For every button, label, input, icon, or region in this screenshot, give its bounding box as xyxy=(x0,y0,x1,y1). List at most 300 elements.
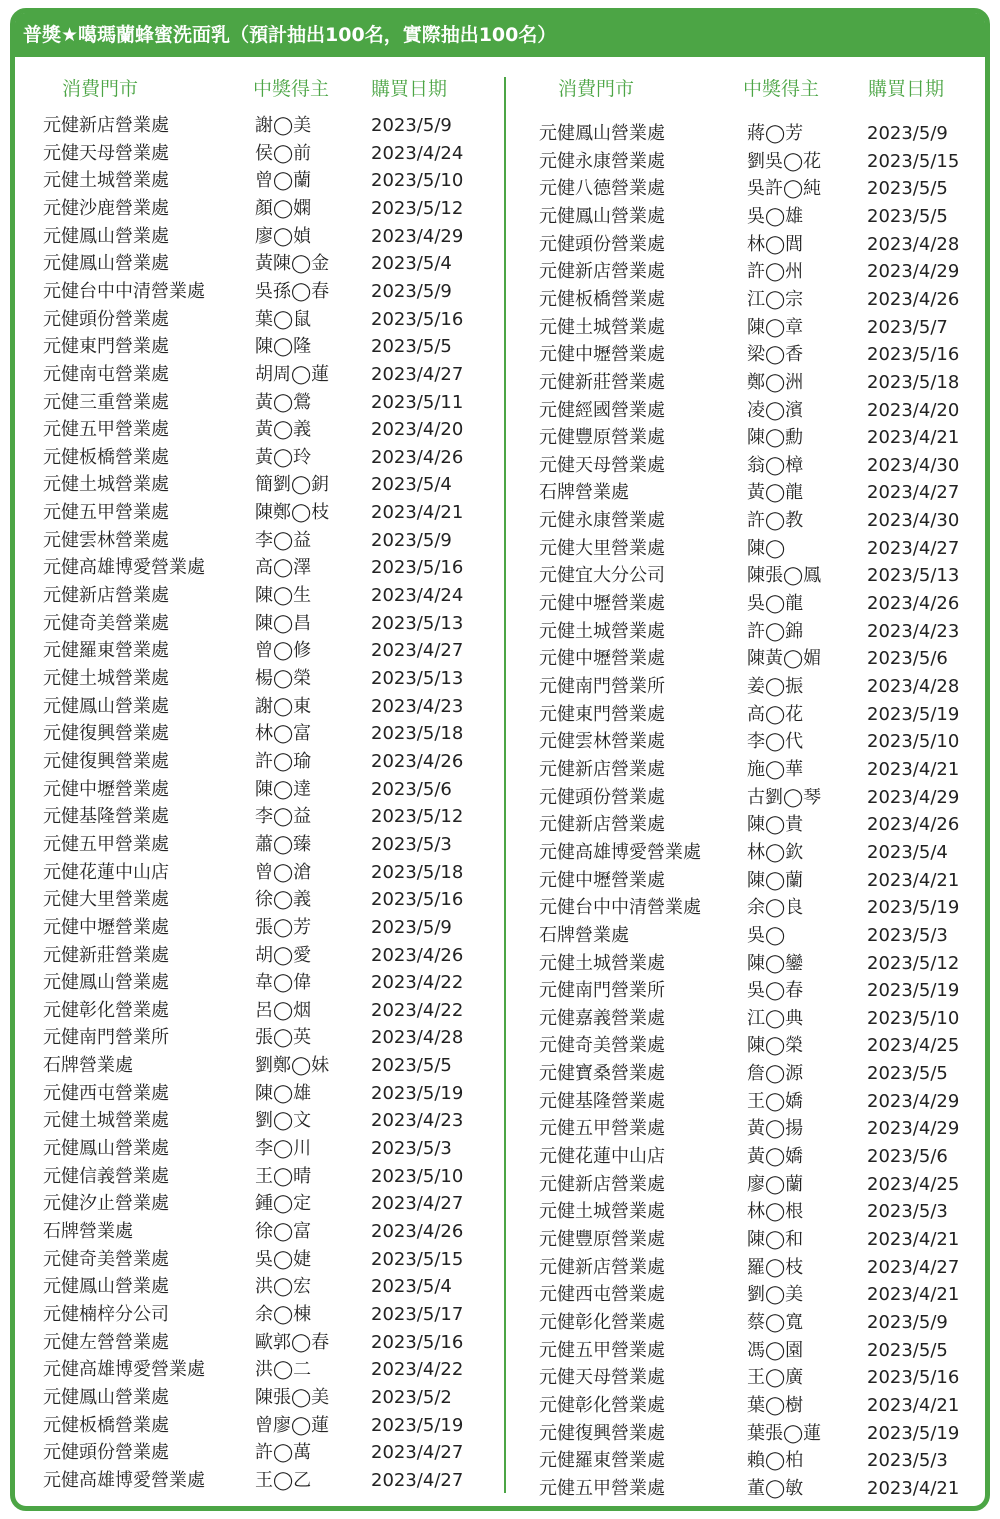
cell-winner: 陳黃◯媚 xyxy=(747,648,822,670)
cell-date: 2023/4/23 xyxy=(371,695,464,717)
cell-store: 石牌營業處 xyxy=(539,924,629,946)
prize-title: 普獎★噶瑪蘭蜂蜜洗面乳（預計抽出100名，實際抽出100名） xyxy=(15,13,985,57)
cell-date: 2023/4/24 xyxy=(371,142,464,164)
cell-date: 2023/5/10 xyxy=(371,170,464,192)
cell-winner: 黃◯龍 xyxy=(747,482,804,504)
cell-winner: 古劉◯琴 xyxy=(747,786,822,808)
cell-winner: 葉◯鼠 xyxy=(255,308,312,330)
cell-store: 元健楠梓分公司 xyxy=(43,1303,169,1325)
cell-winner: 歐郭◯春 xyxy=(255,1331,330,1353)
cell-store: 元健西屯營業處 xyxy=(539,1284,665,1306)
cell-date: 2023/5/16 xyxy=(867,1367,960,1389)
cell-date: 2023/4/27 xyxy=(867,537,960,559)
cell-date: 2023/4/26 xyxy=(371,1221,464,1242)
cell-store: 元健天母營業處 xyxy=(539,1367,665,1389)
cell-date: 2023/4/21 xyxy=(867,1284,960,1306)
table-row xyxy=(15,645,985,672)
cell-store: 元健高雄博愛營業處 xyxy=(43,1469,205,1491)
cell-store: 石牌營業處 xyxy=(539,482,629,504)
table-row xyxy=(15,452,985,479)
cell-winner: 余◯良 xyxy=(747,897,804,919)
cell-date: 2023/4/27 xyxy=(867,1256,960,1278)
cell-winner: 翁◯樟 xyxy=(747,454,804,476)
cell-store: 元健南門營業所 xyxy=(43,1027,169,1049)
cell-store: 元健南屯營業處 xyxy=(43,363,169,385)
cell-date: 2023/5/19 xyxy=(867,703,960,725)
cell-winner: 凌◯濱 xyxy=(747,399,804,421)
cell-store: 元健土城營業處 xyxy=(43,668,169,689)
cell-winner: 賴◯柏 xyxy=(747,1450,804,1472)
cell-store: 元健五甲營業處 xyxy=(43,833,169,855)
cell-winner: 林◯富 xyxy=(255,723,312,745)
cell-date: 2023/5/16 xyxy=(371,889,464,911)
cell-store: 元健汐止營業處 xyxy=(43,1193,169,1215)
cell-winner: 曾◯修 xyxy=(255,640,312,662)
cell-winner: 洪◯二 xyxy=(255,1359,312,1381)
cell-date: 2023/4/20 xyxy=(867,399,960,421)
cell-date: 2023/5/19 xyxy=(867,897,960,919)
cell-winner: 陳◯鑾 xyxy=(747,952,804,974)
cell-winner: 李◯川 xyxy=(255,1138,312,1160)
cell-date: 2023/4/25 xyxy=(867,1173,960,1195)
cell-winner: 陳◯雄 xyxy=(255,1082,312,1104)
table-row xyxy=(15,258,985,285)
cell-date: 2023/4/21 xyxy=(867,427,960,449)
cell-date: 2023/5/3 xyxy=(867,924,948,946)
table-row xyxy=(15,479,985,506)
cell-store: 元健鳳山營業處 xyxy=(539,205,665,227)
table-row xyxy=(15,1392,985,1419)
table-row xyxy=(15,1475,985,1502)
cell-store: 元健土城營業處 xyxy=(539,316,665,338)
table-row xyxy=(15,1420,985,1447)
cell-store: 元健沙鹿營業處 xyxy=(43,197,169,219)
table-row xyxy=(15,1447,985,1474)
cell-store: 元健土城營業處 xyxy=(43,474,169,496)
cell-winner: 陳◯生 xyxy=(255,585,312,607)
cell-winner: 江◯宗 xyxy=(747,288,804,310)
cell-date: 2023/5/10 xyxy=(867,1007,960,1029)
cell-winner: 高◯花 xyxy=(747,703,804,725)
cell-date: 2023/4/26 xyxy=(371,750,464,772)
cell-date: 2023/4/26 xyxy=(867,814,960,836)
cell-winner: 劉◯美 xyxy=(747,1284,804,1306)
table-row xyxy=(15,1198,985,1225)
cell-date: 2023/5/9 xyxy=(867,1311,948,1333)
cell-store: 元健中壢營業處 xyxy=(539,344,665,366)
cell-winner: 謝◯東 xyxy=(255,695,312,717)
cell-winner: 陳◯隆 xyxy=(255,336,312,358)
cell-winner: 呂◯烟 xyxy=(255,999,312,1021)
cell-winner: 劉鄭◯妹 xyxy=(255,1055,330,1077)
cell-store: 元健中壢營業處 xyxy=(539,648,665,670)
cell-store: 元健寶桑營業處 xyxy=(539,1063,665,1085)
cell-winner: 許◯錦 xyxy=(747,620,804,642)
table-row xyxy=(15,369,985,396)
cell-store: 元健高雄博愛營業處 xyxy=(539,841,701,863)
table-row xyxy=(15,1060,985,1087)
cell-store: 元健新莊營業處 xyxy=(539,371,665,393)
cell-winner: 馮◯園 xyxy=(747,1339,804,1361)
cell-store: 元健新店營業處 xyxy=(539,758,665,780)
cell-store: 元健土城營業處 xyxy=(539,1201,665,1223)
cell-store: 元健永康營業處 xyxy=(539,510,665,532)
cell-date: 2023/5/16 xyxy=(867,344,960,366)
cell-winner: 陳◯貴 xyxy=(747,814,804,836)
cell-date: 2023/4/28 xyxy=(371,1027,464,1049)
table-row xyxy=(15,424,985,451)
cell-winner: 蔣◯芳 xyxy=(747,123,804,144)
cell-date: 2023/4/23 xyxy=(867,620,960,642)
cell-date: 2023/4/28 xyxy=(867,676,960,697)
cell-date: 2023/4/26 xyxy=(371,446,464,468)
cell-winner: 王◯乙 xyxy=(255,1469,312,1491)
table-row xyxy=(15,1115,985,1142)
cell-winner: 許◯教 xyxy=(747,510,804,532)
table-row xyxy=(15,175,985,202)
cell-store: 元健三重營業處 xyxy=(43,391,169,413)
cell-winner: 吳◯龍 xyxy=(747,593,804,615)
table-row xyxy=(15,784,985,811)
cell-store: 元健板橋營業處 xyxy=(43,1414,169,1436)
cell-date: 2023/4/21 xyxy=(867,1229,960,1250)
table-row xyxy=(15,756,985,783)
cell-store: 元健新店營業處 xyxy=(539,1173,665,1195)
cell-store: 元健頭份營業處 xyxy=(43,1442,169,1464)
cell-winner: 張◯芳 xyxy=(255,916,312,938)
table-row xyxy=(15,811,985,838)
cell-store: 元健大里營業處 xyxy=(43,889,169,911)
cell-date: 2023/5/12 xyxy=(371,806,464,828)
cell-date: 2023/4/29 xyxy=(867,786,960,808)
cell-date: 2023/4/27 xyxy=(867,482,960,504)
cell-date: 2023/5/5 xyxy=(867,205,948,227)
cell-winner: 黃◯鶯 xyxy=(255,391,312,413)
cell-winner: 林◯欽 xyxy=(747,841,804,863)
cell-winner: 顏◯嫻 xyxy=(255,197,312,219)
cell-date: 2023/4/29 xyxy=(867,261,960,283)
cell-date: 2023/5/15 xyxy=(867,150,960,172)
cell-store: 元健五甲營業處 xyxy=(43,419,169,441)
cell-store: 元健奇美營業處 xyxy=(539,1035,665,1057)
cell-store: 元健東門營業處 xyxy=(539,703,665,725)
cell-store: 元健新莊營業處 xyxy=(43,944,169,966)
cell-winner: 陳◯蘭 xyxy=(747,869,804,891)
cell-date: 2023/5/4 xyxy=(371,474,452,496)
cell-winner: 張◯英 xyxy=(255,1027,312,1049)
cell-date: 2023/5/13 xyxy=(371,612,464,634)
cell-store: 元健嘉義營業處 xyxy=(539,1007,665,1029)
table-row xyxy=(15,590,985,617)
cell-date: 2023/4/21 xyxy=(867,869,960,891)
cell-winner: 廖◯媜 xyxy=(255,225,312,247)
table-row xyxy=(15,839,985,866)
cell-winner: 楊◯榮 xyxy=(255,668,312,689)
cell-date: 2023/5/6 xyxy=(371,778,452,800)
cell-store: 元健新店營業處 xyxy=(539,261,665,283)
cell-date: 2023/4/24 xyxy=(371,585,464,607)
cell-winner: 陳◯章 xyxy=(747,316,804,338)
cell-date: 2023/5/3 xyxy=(867,1201,948,1223)
cell-store: 元健中壢營業處 xyxy=(43,916,169,938)
cell-store: 元健復興營業處 xyxy=(43,723,169,745)
cell-store: 元健復興營業處 xyxy=(539,1422,665,1444)
cell-store: 元健信義營業處 xyxy=(43,1165,169,1187)
cell-store: 元健中壢營業處 xyxy=(539,869,665,891)
cell-store: 元健土城營業處 xyxy=(539,620,665,642)
cell-date: 2023/5/18 xyxy=(371,861,464,883)
cell-date: 2023/5/19 xyxy=(371,1414,464,1436)
cell-winner: 許◯萬 xyxy=(255,1442,312,1464)
right-header-winner: 中獎得主 xyxy=(743,78,820,100)
cell-date: 2023/4/29 xyxy=(371,225,464,247)
cell-winner: 陳◯ xyxy=(747,537,786,559)
table-row xyxy=(15,1309,985,1336)
cell-date: 2023/5/5 xyxy=(371,1055,452,1077)
table-row xyxy=(15,314,985,341)
cell-store: 元健鳳山營業處 xyxy=(43,1138,169,1160)
table-row xyxy=(15,1171,985,1198)
cell-winner: 江◯典 xyxy=(747,1007,804,1029)
table-row xyxy=(15,1032,985,1059)
cell-date: 2023/5/17 xyxy=(371,1303,464,1325)
cell-store: 元健永康營業處 xyxy=(539,150,665,172)
cell-store: 石牌營業處 xyxy=(43,1221,133,1242)
cell-winner: 陳張◯美 xyxy=(255,1386,330,1408)
cell-winner: 陳◯達 xyxy=(255,778,312,800)
cell-date: 2023/5/6 xyxy=(867,1146,948,1168)
cell-store: 元健天母營業處 xyxy=(43,142,169,164)
cell-winner: 吳◯雄 xyxy=(747,205,804,227)
cell-store: 元健西屯營業處 xyxy=(43,1082,169,1104)
cell-winner: 董◯敏 xyxy=(747,1477,804,1499)
table-row xyxy=(15,1143,985,1170)
cell-date: 2023/4/28 xyxy=(867,233,960,255)
table-row xyxy=(15,1005,985,1032)
cell-store: 元健復興營業處 xyxy=(43,750,169,772)
cell-winner: 黃陳◯金 xyxy=(255,253,330,275)
table-row xyxy=(15,1254,985,1281)
cell-store: 元健雲林營業處 xyxy=(43,529,169,551)
cell-store: 元健台中中清營業處 xyxy=(539,897,701,919)
table-row xyxy=(15,203,985,230)
cell-winner: 林◯閭 xyxy=(747,233,804,255)
cell-date: 2023/5/5 xyxy=(371,336,452,358)
cell-date: 2023/5/3 xyxy=(371,1138,452,1160)
cell-store: 元健鳳山營業處 xyxy=(43,1386,169,1408)
cell-store: 元健高雄博愛營業處 xyxy=(43,1359,205,1381)
cell-store: 元健豐原營業處 xyxy=(539,427,665,449)
cell-winner: 陳◯勳 xyxy=(747,427,804,449)
table-row xyxy=(15,867,985,894)
table-row xyxy=(15,977,985,1004)
cell-winner: 詹◯源 xyxy=(747,1063,804,1085)
cell-store: 元健頭份營業處 xyxy=(539,233,665,255)
cell-winner: 李◯代 xyxy=(747,731,804,753)
cell-date: 2023/5/9 xyxy=(371,115,452,136)
cell-date: 2023/4/21 xyxy=(867,1477,960,1499)
table-row xyxy=(15,950,985,977)
cell-date: 2023/5/16 xyxy=(371,308,464,330)
cell-date: 2023/5/15 xyxy=(371,1248,464,1270)
table-row xyxy=(15,701,985,728)
cell-date: 2023/5/2 xyxy=(371,1386,452,1408)
cell-winner: 吳許◯純 xyxy=(747,178,822,200)
cell-date: 2023/5/6 xyxy=(867,648,948,670)
cell-date: 2023/4/21 xyxy=(867,758,960,780)
cell-store: 元健頭份營業處 xyxy=(539,786,665,808)
cell-store: 元健鳳山營業處 xyxy=(43,225,169,247)
cell-winner: 余◯棟 xyxy=(255,1303,312,1325)
cell-winner: 吳孫◯春 xyxy=(255,280,330,302)
cell-store: 元健大里營業處 xyxy=(539,537,665,559)
cell-winner: 蕭◯臻 xyxy=(255,833,312,855)
cell-store: 元健新店營業處 xyxy=(539,814,665,836)
cell-date: 2023/5/5 xyxy=(867,178,948,200)
cell-winner: 葉◯樹 xyxy=(747,1394,804,1416)
cell-winner: 簡劉◯鈅 xyxy=(255,474,330,496)
cell-date: 2023/4/29 xyxy=(867,1090,960,1112)
cell-winner: 葉張◯蓮 xyxy=(747,1422,822,1444)
cell-store: 元健五甲營業處 xyxy=(43,502,169,524)
cell-winner: 吳◯婕 xyxy=(255,1248,312,1270)
cell-date: 2023/4/26 xyxy=(371,944,464,966)
cell-store: 元健花蓮中山店 xyxy=(539,1146,665,1168)
cell-date: 2023/5/11 xyxy=(371,391,464,413)
cell-date: 2023/5/4 xyxy=(371,1276,452,1298)
cell-winner: 王◯晴 xyxy=(255,1165,312,1187)
cell-date: 2023/5/13 xyxy=(371,668,464,689)
cell-store: 元健天母營業處 xyxy=(539,454,665,476)
right-header-store: 消費門市 xyxy=(558,78,635,100)
table-row xyxy=(15,341,985,368)
cell-store: 元健奇美營業處 xyxy=(43,1248,169,1270)
cell-winner: 劉◯文 xyxy=(255,1110,312,1132)
cell-date: 2023/5/9 xyxy=(867,123,948,144)
cell-winner: 李◯益 xyxy=(255,529,312,551)
cell-store: 元健土城營業處 xyxy=(43,170,169,192)
cell-date: 2023/4/27 xyxy=(371,640,464,662)
cell-store: 元健鳳山營業處 xyxy=(43,695,169,717)
cell-date: 2023/5/18 xyxy=(371,723,464,745)
cell-winner: 侯◯前 xyxy=(255,142,312,164)
cell-winner: 陳張◯鳳 xyxy=(747,565,822,587)
cell-store: 元健土城營業處 xyxy=(43,1110,169,1132)
table-row xyxy=(15,148,985,175)
cell-store: 元健八德營業處 xyxy=(539,178,665,200)
table-row xyxy=(15,562,985,589)
cell-store: 元健羅東營業處 xyxy=(43,640,169,662)
cell-store: 元健五甲營業處 xyxy=(539,1339,665,1361)
winners-card xyxy=(10,8,990,1511)
cell-date: 2023/4/27 xyxy=(371,1193,464,1215)
cell-winner: 黃◯義 xyxy=(255,419,312,441)
cell-winner: 陳◯榮 xyxy=(747,1035,804,1057)
table-row xyxy=(15,728,985,755)
cell-winner: 梁◯香 xyxy=(747,344,804,366)
cell-date: 2023/5/13 xyxy=(867,565,960,587)
cell-store: 元健板橋營業處 xyxy=(539,288,665,310)
cell-date: 2023/5/3 xyxy=(371,833,452,855)
cell-date: 2023/5/19 xyxy=(371,1082,464,1104)
cell-winner: 韋◯偉 xyxy=(255,972,312,994)
cell-store: 元健五甲營業處 xyxy=(539,1477,665,1499)
cell-store: 元健五甲營業處 xyxy=(539,1118,665,1140)
cell-date: 2023/5/10 xyxy=(867,731,960,753)
cell-date: 2023/5/5 xyxy=(867,1339,948,1361)
cell-winner: 胡◯愛 xyxy=(255,944,312,966)
cell-store: 元健新店營業處 xyxy=(43,115,169,136)
cell-winner: 許◯州 xyxy=(747,261,804,283)
cell-winner: 鄭◯洲 xyxy=(747,371,804,393)
cell-store: 元健新店營業處 xyxy=(43,585,169,607)
cell-store: 元健頭份營業處 xyxy=(43,308,169,330)
left-header-store: 消費門市 xyxy=(62,78,139,100)
cell-store: 元健花蓮中山店 xyxy=(43,861,169,883)
cell-winner: 吳◯春 xyxy=(747,980,804,1002)
cell-winner: 胡周◯蓮 xyxy=(255,363,330,385)
cell-store: 元健東門營業處 xyxy=(43,336,169,358)
table-row xyxy=(15,1337,985,1364)
cell-winner: 陳◯和 xyxy=(747,1229,804,1250)
table-row xyxy=(15,894,985,921)
cell-date: 2023/5/16 xyxy=(371,1331,464,1353)
cell-date: 2023/4/30 xyxy=(867,454,960,476)
cell-date: 2023/4/27 xyxy=(371,363,464,385)
cell-winner: 洪◯宏 xyxy=(255,1276,312,1298)
left-header-date: 購買日期 xyxy=(371,78,448,100)
table-row xyxy=(15,535,985,562)
cell-date: 2023/4/21 xyxy=(867,1394,960,1416)
cell-date: 2023/5/19 xyxy=(867,980,960,1002)
table-row xyxy=(15,286,985,313)
table-row xyxy=(15,1281,985,1308)
cell-winner: 李◯益 xyxy=(255,806,312,828)
cell-date: 2023/4/27 xyxy=(371,1442,464,1464)
cell-winner: 徐◯義 xyxy=(255,889,312,911)
cell-store: 元健高雄博愛營業處 xyxy=(43,557,205,579)
cell-winner: 曾◯滄 xyxy=(255,861,312,883)
table-row xyxy=(15,231,985,258)
cell-date: 2023/5/9 xyxy=(371,280,452,302)
cell-date: 2023/5/9 xyxy=(371,916,452,938)
right-header-date: 購買日期 xyxy=(868,78,945,100)
cell-date: 2023/4/22 xyxy=(371,999,464,1021)
cell-winner: 高◯澤 xyxy=(255,557,312,579)
cell-winner: 廖◯蘭 xyxy=(747,1173,804,1195)
cell-winner: 劉吳◯花 xyxy=(747,150,822,172)
cell-store: 元健南門營業所 xyxy=(539,676,665,697)
cell-store: 元健基隆營業處 xyxy=(539,1090,665,1112)
cell-winner: 曾◯蘭 xyxy=(255,170,312,192)
cell-winner: 謝◯美 xyxy=(255,115,312,136)
cell-store: 元健基隆營業處 xyxy=(43,806,169,828)
cell-date: 2023/4/29 xyxy=(867,1118,960,1140)
cell-date: 2023/4/22 xyxy=(371,972,464,994)
cell-date: 2023/4/30 xyxy=(867,510,960,532)
cell-store: 元健彰化營業處 xyxy=(43,999,169,1021)
cell-date: 2023/4/22 xyxy=(371,1359,464,1381)
table-row xyxy=(15,1088,985,1115)
cell-date: 2023/5/4 xyxy=(371,253,452,275)
table-row xyxy=(15,1226,985,1253)
table-row xyxy=(15,507,985,534)
cell-winner: 羅◯枝 xyxy=(747,1256,804,1278)
table-row xyxy=(15,673,985,700)
cell-date: 2023/5/19 xyxy=(867,1422,960,1444)
cell-date: 2023/5/18 xyxy=(867,371,960,393)
cell-date: 2023/5/12 xyxy=(371,197,464,219)
